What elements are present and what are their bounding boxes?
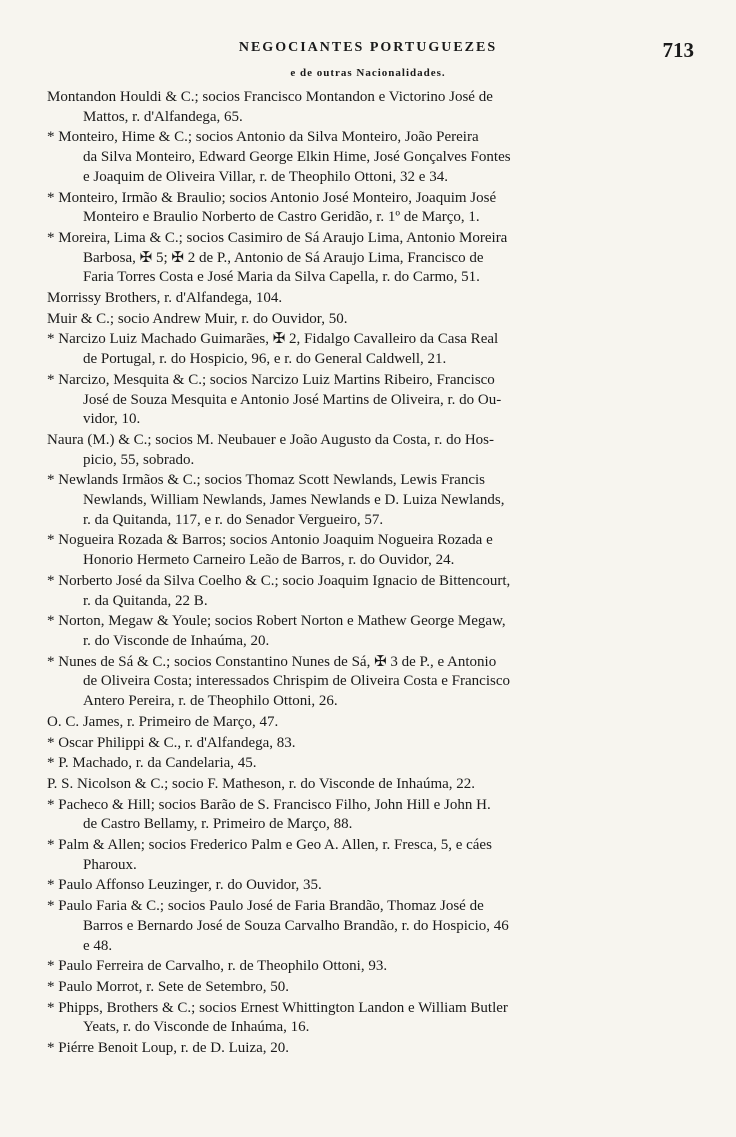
entry-continuation-line: e Joaquim de Oliveira Villar, r. de Theophilo Ottoni, 32 e 34. xyxy=(83,168,448,185)
entry-continuation-line: de Oliveira Costa; interessados Chrispim de Oliveira Costa e Francisco xyxy=(83,673,510,690)
entry-first-line: * Pacheco & Hill; socios Barão de S. Francisco Filho, John Hill e John H. xyxy=(47,796,491,813)
directory-entry xyxy=(47,653,695,712)
directory-entry xyxy=(47,999,695,1038)
directory-entry xyxy=(47,612,695,651)
entry-first-line: * Piérre Benoit Loup, r. de D. Luiza, 20. xyxy=(47,1040,290,1057)
directory-entry xyxy=(47,531,695,570)
entry-first-line: * Moreira, Lima & C.; socios Casimiro de Sá Araujo Lima, Antonio Moreira xyxy=(47,229,508,246)
entry-continuation-line: Monteiro e Braulio Norberto de Castro Geridão, r. 1º de Março, 1. xyxy=(83,209,480,226)
entry-continuation-line: Yeats, r. do Visconde de Inhaúma, 16. xyxy=(83,1019,310,1036)
directory-entry xyxy=(47,1039,695,1059)
entry-continuation-line: Honorio Hermeto Carneiro Leão de Barros, r. do Ouvidor, 24. xyxy=(83,552,455,569)
directory-entry xyxy=(47,754,695,774)
entry-first-line: * Paulo Affonso Leuzinger, r. do Ouvidor, 35. xyxy=(47,877,322,894)
entry-continuation-line: Faria Torres Costa e José Maria da Silva Capella, r. do Carmo, 51. xyxy=(83,269,480,286)
entry-first-line: * Narcizo, Mesquita & C.; socios Narcizo Luiz Martins Ribeiro, Francisco xyxy=(47,371,495,388)
entry-continuation-line: de Portugal, r. do Hospicio, 96, e r. do General Caldwell, 21. xyxy=(83,351,447,368)
directory-entry xyxy=(47,978,695,998)
entry-first-line: * Paulo Ferreira de Carvalho, r. de Theophilo Ottoni, 93. xyxy=(47,958,388,975)
directory-entry xyxy=(47,836,695,875)
page-number: 713 xyxy=(662,38,694,62)
entry-continuation-line: Antero Pereira, r. de Theophilo Ottoni, 26. xyxy=(83,693,338,710)
entry-first-line: Montandon Houldi & C.; socios Francisco Montandon e Victorino José de xyxy=(47,89,493,105)
directory-entry xyxy=(47,128,695,187)
entry-continuation-line: r. do Visconde de Inhaúma, 20. xyxy=(83,632,270,649)
entry-first-line: * Norberto José da Silva Coelho & C.; socio Joaquim Ignacio de Bittencourt, xyxy=(47,572,511,589)
entry-first-line: * Oscar Philippi & C., r. d'Alfandega, 83. xyxy=(47,734,296,751)
page-header xyxy=(0,38,736,64)
entry-continuation-line: de Castro Bellamy, r. Primeiro de Março, 88. xyxy=(83,816,353,833)
entry-continuation-line: picio, 55, sobrado. xyxy=(83,451,195,468)
directory-entry xyxy=(47,229,695,288)
directory-entry xyxy=(47,876,695,896)
entry-first-line: * P. Machado, r. da Candelaria, 45. xyxy=(47,755,257,772)
entry-first-line: * Newlands Irmãos & C.; socios Thomaz Scott Newlands, Lewis Francis xyxy=(47,472,485,489)
directory-entry xyxy=(47,957,695,977)
directory-entry xyxy=(47,371,695,430)
entry-continuation-line: José de Souza Mesquita e Antonio José Martins de Oliveira, r. do Ou- xyxy=(83,391,502,408)
entry-continuation-line: da Silva Monteiro, Edward George Elkin Hime, José Gonçalves Fontes xyxy=(83,149,511,166)
entry-first-line: Morrissy Brothers, r. d'Alfandega, 104. xyxy=(47,290,283,307)
directory-entry xyxy=(47,189,695,228)
directory-entry xyxy=(47,330,695,369)
entry-first-line: * Palm & Allen; socios Frederico Palm e Geo A. Allen, r. Fresca, 5, e cáes xyxy=(47,837,492,854)
entry-first-line: P. S. Nicolson & C.; socio F. Matheson, r. do Visconde de Inhaúma, 22. xyxy=(47,775,476,792)
directory-entry xyxy=(47,431,695,470)
entry-first-line: O. C. James, r. Primeiro de Março, 47. xyxy=(47,713,279,730)
entry-first-line: * Paulo Morrot, r. Sete de Setembro, 50. xyxy=(47,978,290,995)
directory-entry xyxy=(47,310,695,330)
directory-entry xyxy=(47,897,695,956)
entry-continuation-line: Barros e Bernardo José de Souza Carvalho Brandão, r. do Hospicio, 46 xyxy=(83,917,509,934)
directory-entry xyxy=(47,88,695,127)
entry-first-line: * Phipps, Brothers & C.; socios Ernest Whittington Landon e William Butler xyxy=(47,999,508,1016)
directory-entry xyxy=(47,796,695,835)
directory-entry xyxy=(47,713,695,733)
entry-first-line: * Monteiro, Hime & C.; socios Antonio da Silva Monteiro, João Pereira xyxy=(47,129,479,146)
entry-first-line: * Paulo Faria & C.; socios Paulo José de Faria Brandão, Thomaz José de xyxy=(47,898,484,915)
entry-continuation-line: vidor, 10. xyxy=(83,411,141,428)
page-title: NEGOCIANTES PORTUGUEZES xyxy=(238,40,498,55)
directory-entry xyxy=(47,572,695,611)
entry-list xyxy=(47,88,695,1060)
directory-entry xyxy=(47,734,695,754)
entry-first-line: * Nogueira Rozada & Barros; socios Antonio Joaquim Nogueira Rozada e xyxy=(47,532,493,549)
directory-entry xyxy=(47,775,695,795)
directory-entry xyxy=(47,289,695,309)
entry-continuation-line: Barbosa, ✠ 5; ✠ 2 de P., Antonio de Sá Araujo Lima, Francisco de xyxy=(83,249,484,266)
entry-continuation-line: Pharoux. xyxy=(83,856,137,873)
entry-continuation-line: Newlands, William Newlands, James Newlands e D. Luiza Newlands, xyxy=(83,492,505,509)
page-subtitle: e de outras Nacionalidades. xyxy=(290,67,446,79)
entry-continuation-line: r. da Quitanda, 117, e r. do Senador Vergueiro, 57. xyxy=(83,511,384,528)
entry-first-line: Naura (M.) & C.; socios M. Neubauer e João Augusto da Costa, r. do Hos- xyxy=(47,431,495,448)
entry-continuation-line: r. da Quitanda, 22 B. xyxy=(83,592,208,609)
entry-continuation-line: Mattos, r. d'Alfandega, 65. xyxy=(83,108,243,125)
entry-first-line: * Monteiro, Irmão & Braulio; socios Antonio José Monteiro, Joaquim José xyxy=(47,189,497,206)
entry-continuation-line: e 48. xyxy=(83,937,113,954)
entry-first-line: * Narcizo Luiz Machado Guimarães, ✠ 2, Fidalgo Cavalleiro da Casa Real xyxy=(47,331,499,348)
entry-first-line: Muir & C.; socio Andrew Muir, r. do Ouvidor, 50. xyxy=(47,310,348,327)
entry-first-line: * Nunes de Sá & C.; socios Constantino Nunes de Sá, ✠ 3 de P., e Antonio xyxy=(47,653,497,670)
directory-entry xyxy=(47,471,695,530)
entry-first-line: * Norton, Megaw & Youle; socios Robert Norton e Mathew George Megaw, xyxy=(47,613,506,630)
